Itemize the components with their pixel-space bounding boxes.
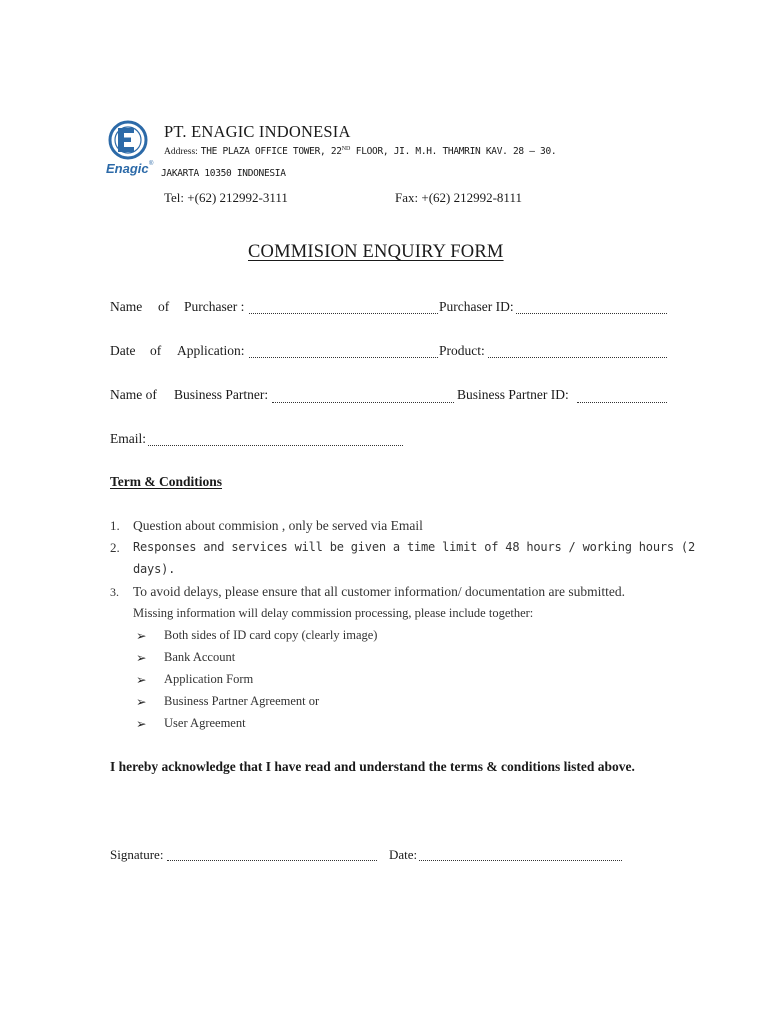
telephone: Tel: +(62) 212992-3111: [164, 190, 288, 205]
term-2-text-line-1: Responses and services will be given a time limit of 48 hours / working hours (2: [133, 540, 695, 554]
address-line-1: [164, 146, 556, 157]
form-title: COMMISION ENQUIRY FORM: [248, 242, 504, 262]
product-label: Product:: [439, 343, 485, 358]
address-part-b: FLOOR, JI. M.H. THAMRIN KAV. 28 – 30.: [350, 146, 557, 157]
bullet-arrow-icon: ➢: [136, 717, 147, 731]
address-sup: ND: [341, 146, 351, 152]
company-name: PT. ENAGIC INDONESIA: [164, 122, 351, 141]
signature-date-field[interactable]: [419, 860, 622, 861]
terms-heading: Term & Conditions: [110, 474, 223, 489]
purchaser-name-label-3: Purchaser :: [184, 299, 245, 314]
address-label: Address:: [164, 147, 198, 157]
email-label: Email:: [110, 431, 146, 446]
date-label-1: Date: [110, 343, 136, 358]
purchaser-name-field[interactable]: [249, 313, 438, 314]
date-label-2: of: [150, 343, 162, 358]
term-1-number: 1.: [110, 518, 120, 533]
date-label-3: Application:: [177, 343, 245, 358]
business-partner-id-field[interactable]: [577, 402, 667, 403]
fax: Fax: +(62) 212992-8111: [395, 190, 522, 205]
enagic-logo: [104, 120, 156, 180]
business-partner-name-field[interactable]: [272, 402, 454, 403]
svg-text:®: ®: [149, 161, 154, 167]
bp-id-label: Business Partner ID:: [457, 387, 569, 402]
address-part-a: THE PLAZA OFFICE TOWER, 22: [200, 146, 342, 157]
term-2-text-line-2: days).: [133, 562, 176, 576]
purchaser-name-label-2: of: [158, 299, 170, 314]
bullet-item: Application Form: [164, 672, 254, 686]
logo-wordmark: Enagic: [106, 161, 149, 176]
bullet-item: Bank Account: [164, 650, 236, 664]
bp-name-label-2: Business Partner:: [174, 387, 269, 402]
signature-date-label: Date:: [389, 847, 418, 862]
bullet-arrow-icon: ➢: [136, 629, 147, 643]
purchaser-name-label-1: Name: [110, 299, 143, 314]
bullet-arrow-icon: ➢: [136, 673, 147, 687]
bullet-arrow-icon: ➢: [136, 651, 147, 665]
bp-name-label-1: Name of: [110, 387, 157, 402]
bullet-item: User Agreement: [164, 716, 246, 730]
term-1-text: Question about commision , only be served via Email: [133, 518, 423, 533]
term-3-text: To avoid delays, please ensure that all customer information/ documentation are submitted.: [133, 584, 626, 599]
signature-label: Signature:: [110, 847, 164, 862]
bullet-item: Both sides of ID card copy (clearly image): [164, 628, 378, 642]
bullet-item: Business Partner Agreement or: [164, 694, 320, 708]
term-3-subtext: Missing information will delay commission processing, please include together:: [133, 606, 534, 620]
term-2-number: 2.: [110, 540, 120, 555]
application-date-field[interactable]: [249, 357, 438, 358]
purchaser-id-label: Purchaser ID:: [439, 299, 514, 314]
acknowledgement-statement: I hereby acknowledge that I have read and understand the terms & conditions listed above.: [110, 759, 635, 774]
term-3-number: 3.: [110, 585, 119, 599]
email-field[interactable]: [148, 445, 403, 446]
address-line-2: JAKARTA 10350 INDONESIA: [161, 168, 286, 179]
signature-field[interactable]: [167, 860, 377, 861]
product-field[interactable]: [488, 357, 667, 358]
purchaser-id-field[interactable]: [516, 313, 667, 314]
bullet-arrow-icon: ➢: [136, 695, 147, 709]
